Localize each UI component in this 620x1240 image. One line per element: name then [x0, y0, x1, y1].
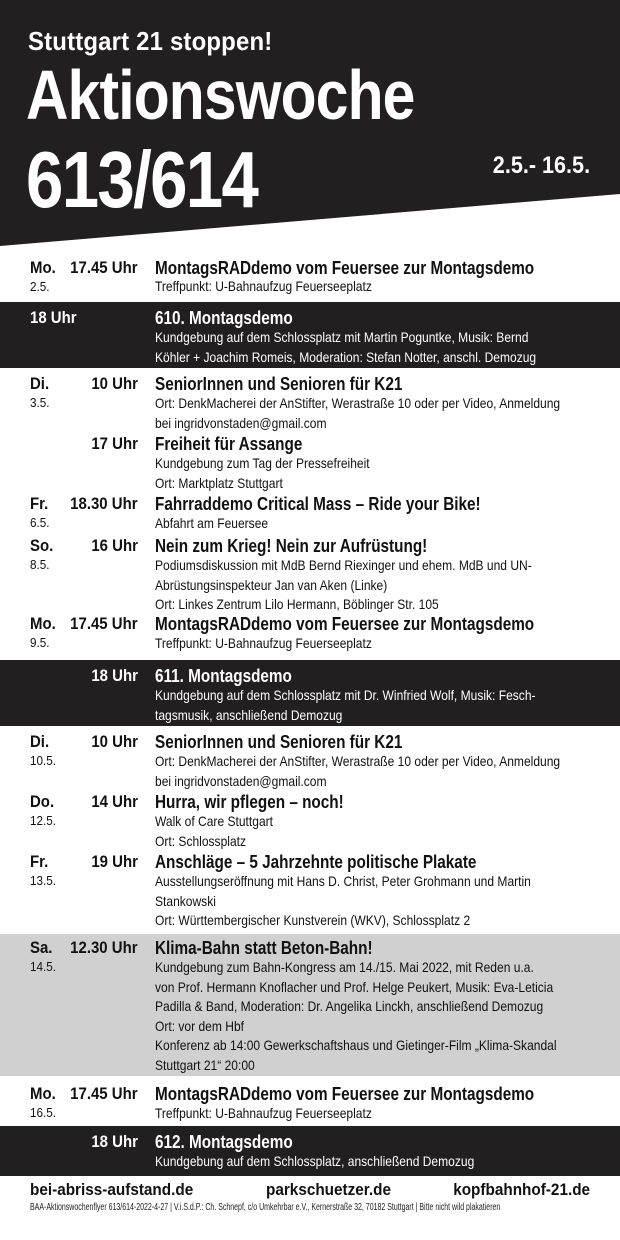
event-row: [0, 254, 620, 300]
event-title: 610. Montagsdemo: [155, 308, 293, 328]
event-body: Treffpunkt: U-Bahnaufzug Feuerseeplatz: [155, 278, 372, 294]
event-time: 17 Uhr: [91, 434, 138, 453]
event-row: [0, 302, 620, 368]
event-title: SeniorInnen und Senioren für K21: [155, 732, 403, 752]
event-title: Freiheit für Assange: [155, 434, 303, 454]
event-title: Anschläge – 5 Jahrzehnte politische Plakate: [155, 852, 477, 872]
event-title: Fahrraddemo Critical Mass – Ride your Bike!: [155, 494, 481, 514]
event-time: 10 Uhr: [91, 732, 138, 751]
event-title: 612. Montagsdemo: [155, 1132, 293, 1152]
event-title: SeniorInnen und Senioren für K21: [155, 374, 403, 394]
event-time: 18 Uhr: [91, 666, 138, 685]
event-title: Hurra, wir pflegen – noch!: [155, 792, 344, 812]
event-body: Kundgebung auf dem Schlossplatz mit Dr. Winfried Wolf, Musik: Fesch- tagsmusik, anschließend Demozug: [155, 687, 536, 723]
header-number: 613/614: [26, 135, 258, 224]
event-date: 9.5.: [30, 635, 50, 650]
event-title: MontagsRADdemo vom Feuersee zur Montagsdemo: [155, 258, 535, 278]
event-row: [0, 850, 620, 930]
header-subtitle: Stuttgart 21 stoppen!: [28, 26, 273, 56]
event-date: 2.5.: [30, 279, 50, 294]
event-day: Mo.: [30, 258, 56, 277]
event-time: 17.45 Uhr: [70, 614, 138, 633]
event-body: Ausstellungseröffnung mit Hans D. Christ, Peter Grohmann und Martin Stankowski Ort: Württembergischer Kunstverein (WKV), Schlossplatz 2: [155, 873, 531, 928]
event-row: [0, 1080, 620, 1124]
event-row: [0, 372, 620, 434]
header-dates: 2.5.- 16.5.: [492, 152, 590, 179]
event-date: 10.5.: [30, 753, 57, 768]
event-title: 611. Montagsdemo: [155, 666, 292, 686]
footer-credits: BAA-Aktionswochenflyer 613/614-2022-4-27 | V.i.S.d.P.: Ch. Schnepf, c/o Umkehrbar e.V., Kernerstraße 32, 70182 Stuttgart | Bitte nicht wild plakatieren: [30, 1202, 501, 1213]
event-row: [0, 432, 620, 490]
event-body: Walk of Care Stuttgart Ort: Schlossplatz: [155, 813, 273, 849]
event-date: 14.5.: [30, 959, 57, 974]
event-extra: Konferenz ab 14:00 Gewerkschaftshaus und Gietinger-Film „Klima-Skandal Stuttgart 21“ 20:00: [155, 1037, 557, 1073]
event-day: Di.: [30, 732, 50, 751]
event-row: [0, 1126, 620, 1176]
event-time: 18.30 Uhr: [70, 494, 138, 513]
event-title: Klima-Bahn statt Beton-Bahn!: [155, 938, 373, 958]
event-time: 14 Uhr: [91, 792, 138, 811]
event-body: Treffpunkt: U-Bahnaufzug Feuerseeplatz: [155, 635, 372, 651]
event-date: 3.5.: [30, 395, 50, 410]
event-time: 17.45 Uhr: [70, 258, 138, 277]
event-date: 8.5.: [30, 557, 50, 572]
event-row: [0, 660, 620, 726]
event-time: 10 Uhr: [91, 374, 138, 393]
header-title: Aktionswoche: [26, 56, 415, 134]
event-time: 16 Uhr: [91, 536, 138, 555]
event-day: Sa.: [30, 938, 53, 957]
event-time: 17.45 Uhr: [70, 1084, 138, 1103]
event-date: 13.5.: [30, 873, 57, 888]
event-row: [0, 534, 620, 614]
footer-link-kopfbahnhof-21[interactable]: kopfbahnhof-21.de: [453, 1180, 590, 1199]
event-body: Kundgebung zum Bahn-Kongress am 14./15. Mai 2022, mit Reden u.a. von Prof. Hermann Knoflacher und Prof. Helge Peukert, Musik: Eva-Leticia Padilla & Band, Moderation: Dr. Angelika Linckh, anschließend Demozug Ort: vor dem Hbf: [155, 959, 554, 1034]
event-body: Kundgebung zum Tag der Pressefreiheit Ort: Marktplatz Stuttgart: [155, 455, 370, 491]
event-row: [0, 492, 620, 534]
event-title: Nein zum Krieg! Nein zur Aufrüstung!: [155, 536, 428, 556]
event-body: Podiumsdiskussion mit MdB Bernd Riexinger und ehem. MdB und UN- Abrüstungsinspekteur Jan van Aken (Linke) Ort: Linkes Zentrum Lilo Hermann, Böblinger Str. 105: [155, 557, 532, 612]
event-time: 12.30 Uhr: [70, 938, 138, 957]
event-time: 18 Uhr: [30, 308, 77, 327]
event-row: [0, 730, 620, 790]
footer-link-bei-abriss-aufstand[interactable]: bei-abriss-aufstand.de: [30, 1180, 194, 1199]
event-day: Fr.: [30, 494, 49, 513]
event-time: 19 Uhr: [91, 852, 138, 871]
event-title: MontagsRADdemo vom Feuersee zur Montagsdemo: [155, 614, 535, 634]
footer-links: [30, 1180, 590, 1202]
event-body: Kundgebung auf dem Schlossplatz mit Martin Poguntke, Musik: Bernd Köhler + Joachim Romeis, Moderation: Stefan Notter, anschl. Demozug: [155, 329, 537, 365]
event-time: 18 Uhr: [91, 1132, 138, 1151]
event-body: Abfahrt am Feuersee: [155, 515, 269, 531]
event-body: Treffpunkt: U-Bahnaufzug Feuerseeplatz: [155, 1105, 372, 1121]
event-date: 16.5.: [30, 1105, 57, 1120]
event-day: Do.: [30, 792, 55, 811]
event-day: Di.: [30, 374, 50, 393]
event-row: [0, 612, 620, 658]
event-day: Mo.: [30, 1084, 56, 1103]
event-day: Mo.: [30, 614, 56, 633]
event-day: Fr.: [30, 852, 49, 871]
event-body: Ort: DenkMacherei der AnStifter, Werastraße 10 oder per Video, Anmeldung bei ingridvonstaden@gmail.com: [155, 753, 561, 789]
event-row: [0, 790, 620, 850]
event-body: Ort: DenkMacherei der AnStifter, Werastraße 10 oder per Video, Anmeldung bei ingridvonstaden@gmail.com: [155, 395, 561, 431]
event-day: So.: [30, 536, 54, 555]
event-title: MontagsRADdemo vom Feuersee zur Montagsdemo: [155, 1084, 535, 1104]
event-date: 12.5.: [30, 813, 57, 828]
event-row: [0, 934, 620, 1076]
footer-link-parkschuetzer[interactable]: parkschuetzer.de: [266, 1180, 392, 1199]
event-body: Kundgebung auf dem Schlossplatz, anschließend Demozug: [155, 1153, 475, 1169]
event-date: 6.5.: [30, 515, 50, 530]
